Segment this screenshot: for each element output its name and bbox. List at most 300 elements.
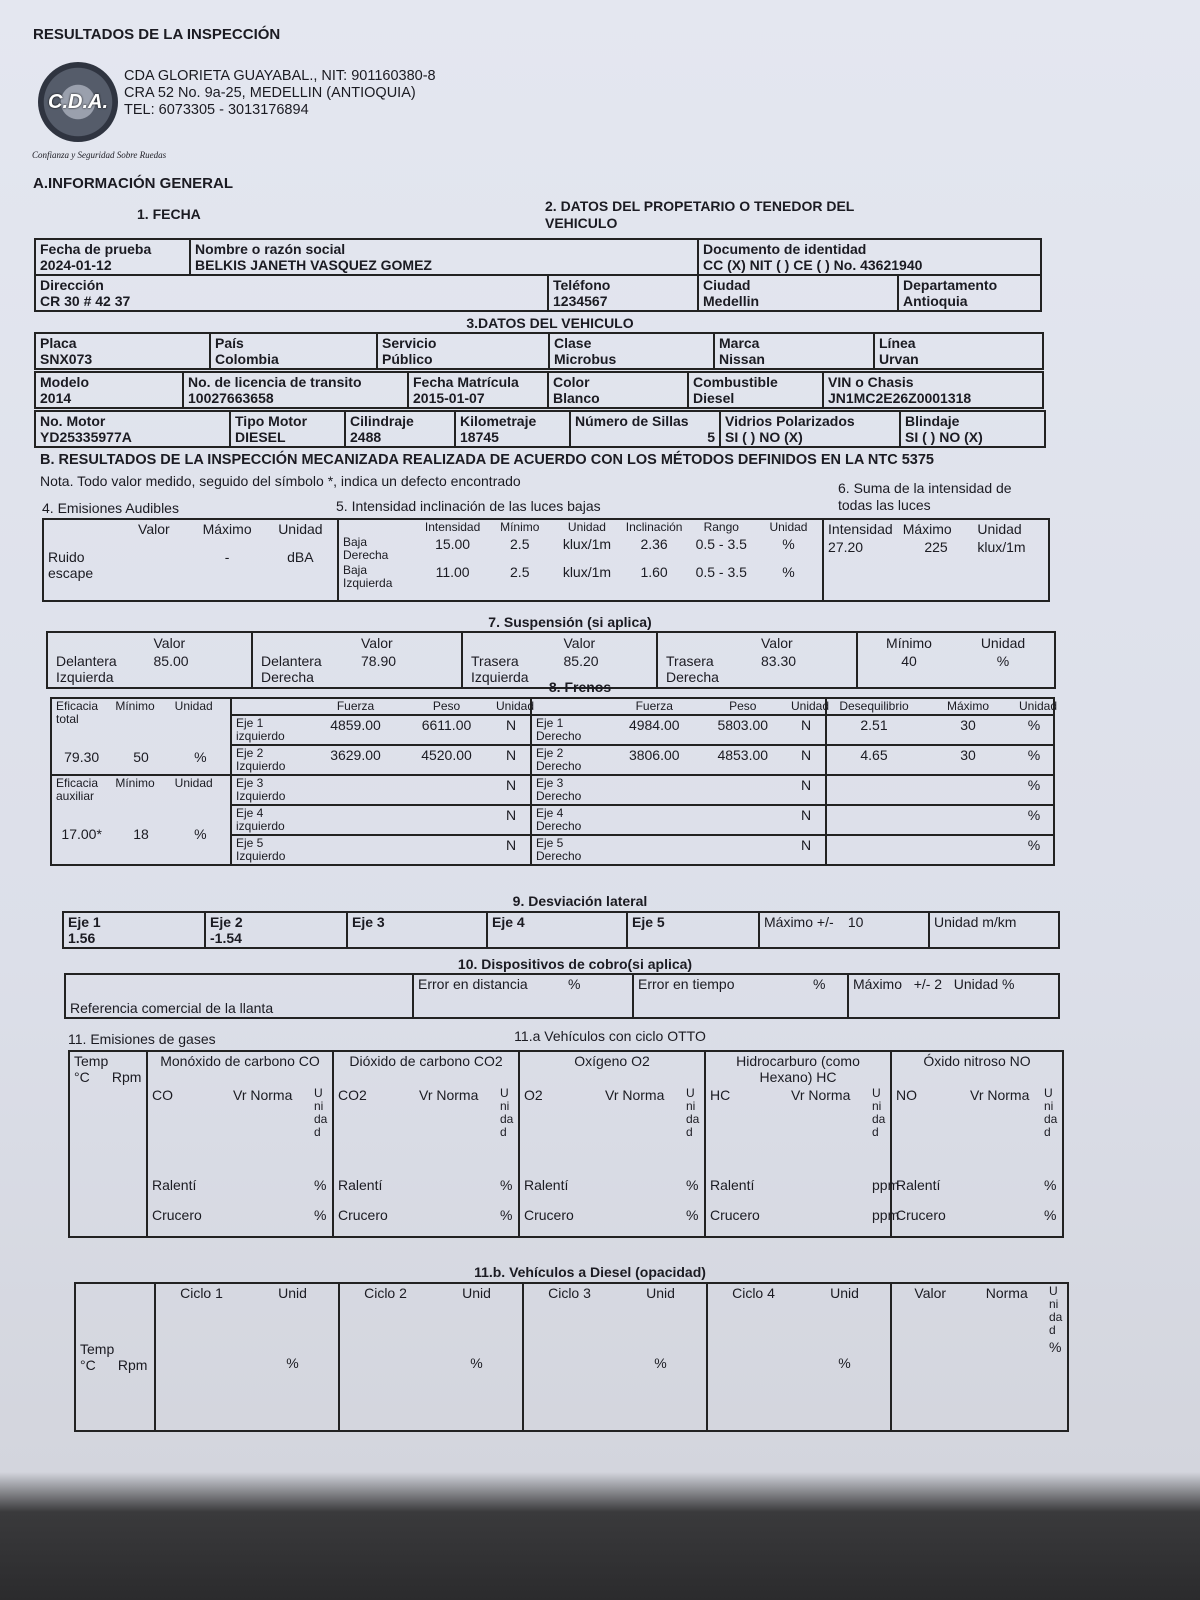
table-row [257,652,457,686]
table-row [52,634,247,652]
gas-group-o2: Oxígeno O2 [519,1051,705,1086]
form-block [232,806,530,834]
logo-slogan: Confianza y Seguridad Sobre Ruedas [32,150,167,160]
frenos-eficacia-total-min-label: Mínimo [115,699,155,713]
table-row [232,746,530,774]
table-cell [467,634,560,652]
form-block [35,333,1043,369]
form-block [232,716,530,744]
vehicle-row2-0-value: 2014 [40,390,72,406]
frenos-der-3-label: Eje 4 Derecho [536,806,582,833]
form-block [824,520,1048,556]
audibles-valor [117,548,190,600]
table-row [75,1283,1068,1431]
vehicle-row2-3-value: Blanco [553,390,600,406]
form-block [339,520,822,591]
table-cell [531,698,830,715]
table-row [532,699,825,714]
luces-headers-2: Unidad [567,520,606,534]
company-name: CDA GLORIETA GUAYABAL., NIT: 901160380-8 [124,68,436,84]
section-a-telefono-label: Teléfono [553,277,611,293]
table-cell [339,520,419,535]
form-block [75,1283,1068,1431]
frenos-der-1-unidad: N [800,747,812,763]
table-cell [231,745,531,775]
frenos-deseq-2-value [827,776,921,794]
table-cell [231,835,531,865]
table-row [892,1284,1067,1338]
frenos-headers-1: Peso [729,699,757,713]
frenos-deseq-headers-2: Unidad [1019,699,1058,713]
gases-groups-4-unit: % [1044,1177,1057,1193]
form-block [532,776,825,804]
form-block [520,1086,704,1236]
gas-group-hc: Hidrocarburo (como Hexano) HC [705,1051,891,1086]
owner-city: Medellin [703,293,760,309]
vehicle-row3-1-label: Tipo Motor [235,413,308,429]
form-block [44,520,337,600]
section-a-departamento-label: Departamento [903,277,998,293]
vehicle-row2-5-label: VIN o Chasis [828,374,914,390]
luces-rows-1-values-3: 1.60 [640,564,668,580]
form-block [52,776,230,843]
form-block [827,776,1053,794]
desviacion-ejes-1-label: Eje 2 [210,914,243,930]
desviacion-title: 9. Desviación lateral [512,893,648,909]
table-cell [548,372,688,408]
section-b-title: B. RESULTADOS DE LA INSPECCIÓN MECANIZADA REALIZADA DE ACUERDO CON LOS MÉTODOS DEFINIDOS EN LA NTC 5375 [40,452,934,468]
table-cell [333,1086,519,1237]
table-cell [44,520,117,548]
vehicle-row3 [34,410,1046,448]
vehicle-row3-0-label: No. Motor [40,413,106,429]
luces-rows-1-values-5: % [782,564,795,580]
form-block [532,776,825,804]
form-block [232,806,530,834]
frenos-deseq-0-max: 30 [960,717,976,733]
frenos-deseq-1-value: 4.65 [860,747,888,763]
suspension-minimo-label: Mínimo [886,635,932,651]
table-cell [408,372,548,408]
diesel-valor: Valor [914,1285,947,1301]
audibles-headers-1: Máximo [202,521,252,537]
company-address: CRA 52 No. 9a-25, MEDELLIN (ANTIOQUIA) [124,85,416,101]
table-cell [35,372,183,408]
gases-vr-norma: Vr Norma [791,1087,851,1103]
table-row [35,239,1041,275]
table-row [532,746,825,774]
table-cell [52,634,150,652]
form-block [232,746,530,774]
frenos-eficacia-aux-unit: % [194,826,207,842]
table-row [35,411,1045,447]
desviacion-ejes-1-value: -1.54 [210,930,242,946]
frenos-izq-0-peso: 6611.00 [421,717,472,733]
table-cell [232,699,310,714]
company-phone: TEL: 6073305 - 3013176894 [124,102,309,118]
vin: JN1MC2E26Z0001318 [828,390,972,406]
table-row [824,538,1048,556]
form-block [156,1284,338,1424]
gases-ralenti: Ralentí [710,1177,755,1193]
gases-groups-1-unit: % [500,1207,513,1223]
eficacia_total-value: 79.30 [64,749,100,765]
gas-group-co2: Dióxido de carbono CO2 [333,1051,519,1086]
table-cell [900,411,1045,447]
frenos-izq-2-peso [401,776,492,804]
frenos-izq-1-fuerza: 3629.00 [330,747,381,763]
table-cell [531,745,826,775]
suma-luces-heading: 6. Suma de la intensidad de todas las luces [838,480,1012,513]
cobro-error-distancia: Error en distancia [418,976,528,992]
table-cell [708,1354,799,1424]
table-row [44,520,337,548]
gases-vr-norma: Vr Norma [970,1087,1030,1103]
section-a-title: A.INFORMACIÓN GENERAL [33,175,233,192]
table-row [532,716,825,744]
gases-vr-norma: Vr Norma [605,1087,665,1103]
form-block [827,806,1053,824]
form-block [827,699,1058,714]
table-cell [966,1176,1040,1206]
form-block [44,520,337,600]
table-row [706,1086,890,1176]
table-cell [627,912,759,948]
table-cell [966,1206,1040,1236]
desviacion-unidad: Unidad m/km [929,912,1059,948]
table-cell [688,372,823,408]
gases-groups-1-unit-label: Unidad [500,1086,514,1139]
diesel-unid: Unid [830,1285,859,1301]
suspension-items-1-value: 78.90 [361,653,397,669]
ciclo-label: Ciclo 4 [732,1285,775,1301]
table-row [532,806,825,834]
form-block [662,634,852,686]
luces-rows-1-values-0: 11.00 [435,564,470,580]
frenos-izq-3-peso [401,806,492,834]
table-row [824,520,1048,538]
table-cell [190,239,698,275]
table-cell [892,1338,969,1356]
form-block [65,974,1059,1018]
eficacia_aux-value: 17.00* [61,826,102,842]
table-row [257,634,457,652]
form-block [827,776,1053,794]
table-cell [523,1283,707,1431]
table-cell [531,715,826,745]
frenos-izq-0-label: Eje 1 izquierdo [236,716,285,743]
table-row [862,634,1050,652]
test-date: 2024-01-12 [40,257,112,273]
audibles-unidad: dBA [287,548,314,565]
frenos-headers-0: Fuerza [635,699,673,713]
luz-baja-izquierda [339,563,822,591]
frenos-headers-0: Fuerza [336,699,375,713]
form-block [52,634,247,686]
form-block [532,746,825,774]
suspension-items-2-label: Trasera Izquierda [471,653,529,685]
cobro-llanta: Referencia comercial de la llanta [65,974,413,1018]
table-cell [891,1283,1068,1431]
frenos-der-2-unidad: N [800,777,812,793]
frenos-eficacia-total-min: 50 [133,749,149,765]
gases-ralenti: Ralentí [896,1177,941,1193]
table-row [44,548,337,600]
cobro-pct1: % [568,976,581,992]
frenos-izq-2-label: Eje 3 Izquierdo [236,776,286,803]
frenos-eficacia-aux-min-label: Mínimo [115,776,155,790]
table-cell [51,698,231,775]
vehicle-row1 [34,332,1044,370]
suspension-items-0-label: Delantera Izquierda [56,653,117,685]
table-row [662,634,852,652]
table-row [156,1354,338,1424]
table-row [43,519,1049,601]
vehicle-row2-3-label: Color [553,374,590,390]
luces-rows-0-values-3: 2.36 [640,536,668,552]
frenos-izq-0-unidad: N [505,717,517,733]
frenos-izq-3-label: Eje 4 izquierdo [236,806,285,833]
table-cell [787,1176,868,1206]
otto-title: 11.a Vehículos con ciclo OTTO [514,1028,706,1044]
luces-rows-1-values-4: 0.5 - 3.5 [695,564,747,580]
vehicle-row3-6-value: SI ( ) NO (X) [905,429,983,445]
frenos-deseq-3-unit: % [1027,807,1041,823]
gases-groups-1-unit: % [500,1177,513,1193]
table-row [156,1284,338,1354]
frenos-deseq-headers-1: Máximo [946,699,989,713]
gases-crucero: Crucero [152,1207,202,1223]
table-cell [231,805,531,835]
table-row [708,1284,890,1354]
luces-rows-1-values-1: 2.5 [510,564,530,580]
gases-groups-0-unit-label: Unidad [314,1086,328,1139]
frenos-deseq-4-max [921,836,1015,854]
luces-headers-4: Rango [703,520,739,534]
table-cell [826,805,1054,835]
table-cell [848,974,1059,1018]
vehicle-row1-3-label: Clase [554,335,592,351]
owner-table [34,238,1042,312]
owner-document: CC (X) NIT ( ) CE ( ) No. 43621940 [703,257,923,273]
table-cell [898,275,1041,311]
form-block [232,836,530,864]
table-cell [75,1283,155,1431]
table-cell [156,1354,247,1424]
table-cell [183,372,408,408]
form-block [532,716,825,744]
table-cell [35,333,210,369]
form-block [334,1086,518,1236]
form-block [52,699,230,766]
luces-rows-1-label: Baja Izquierda [343,563,393,590]
form-block [524,1284,706,1424]
frenos-izq-3-fuerza [310,806,401,834]
desviacion-table [62,911,1060,949]
form-block [827,746,1053,764]
form-block [232,699,535,714]
vehicle-row1-5-value: Urvan [879,351,919,367]
vehicle-row2-4-value: Diesel [693,390,735,406]
suma-luces-headers-0: Intensidad [828,521,893,537]
gases-vr-norma: Vr Norma [419,1087,479,1103]
luces-rows-0-values-0: 15.00 [435,536,471,552]
diesel-unid: Unid [278,1285,307,1301]
diesel-pct: % [470,1355,483,1371]
form-block [892,1086,1062,1236]
frenos-der-2-label: Eje 3 Derecho [536,776,582,803]
vehicle-row3-4-value: 5 [707,429,715,445]
frenos-title: 8. Frenos [548,679,612,695]
table-row [52,699,230,727]
table-row [340,1284,522,1354]
table-cell [35,275,548,311]
suspension-minimo: 40 [901,653,917,669]
form-block [827,699,1058,714]
gas-group-no: Óxido nitroso NO [891,1051,1063,1086]
table-row [148,1206,332,1236]
section-a-documento-label: Documento de identidad [703,241,867,257]
owner-department: Antioquia [903,293,968,309]
table-cell [787,1206,868,1236]
diesel-table [74,1282,1069,1432]
table-cell [455,411,570,447]
table-cell [35,239,190,275]
form-block [69,1051,1063,1237]
luces-rows-0-values-4: 0.5 - 3.5 [695,536,747,552]
vehicle-row1-0-label: Placa [40,335,77,351]
owner-phone: 1234567 [553,293,608,309]
gases-ralenti: Ralentí [152,1177,197,1193]
table-cell [531,835,826,865]
vehicle-row3-3-label: Kilometraje [460,413,537,429]
table-cell [231,775,531,805]
form-block [148,1086,332,1236]
frenos-eficacia-total-unit: % [194,749,207,765]
table-cell [662,634,757,652]
form-block [706,1086,900,1236]
table-cell [823,372,1043,408]
suspension-items-1-valor-label: Valor [361,635,393,651]
table-row [232,806,530,834]
table-row [827,776,1053,794]
form-block [63,912,1059,948]
gases-crucero: Crucero [896,1207,946,1223]
table-row [232,776,530,804]
table-cell [415,1206,496,1236]
gases-rpm: Rpm [111,1069,142,1085]
owner-name: BELKIS JANETH VASQUEZ GOMEZ [195,257,432,273]
frenos-deseq-headers-0: Desequilibrio [839,699,909,713]
suspension-items-0-valor-label: Valor [153,635,186,651]
form-block [340,1284,522,1424]
form-block [232,746,530,774]
cobro-table [64,973,1060,1019]
form-block [232,776,530,804]
table-cell [707,1283,891,1431]
frenos-der-4-unidad: N [800,837,812,853]
form-block [662,634,852,686]
vehicle-row3-6-label: Blindaje [905,413,960,429]
suma-luces-headers-1: Máximo [902,521,952,537]
suspension-unidad-label: Unidad [980,635,1026,651]
suma-luces-headers-2: Unidad [977,521,1022,537]
table-cell [549,333,714,369]
frenos-izq-2-fuerza [310,776,401,804]
vehicle-row1-4-value: Nissan [719,351,765,367]
freno-eje-row [51,775,1054,805]
luces-rows-0-values-5: % [782,536,795,552]
form-block [232,776,530,804]
form-block [532,699,830,714]
table-row [52,727,230,766]
frenos-headers-2: Unidad [791,699,830,713]
table-cell [338,519,823,601]
table-cell [531,775,826,805]
table-row [662,652,852,686]
frenos-deseq-0-value: 2.51 [860,717,888,733]
luz-baja-derecha [339,535,822,563]
suma-intensidad: 27.20 [828,539,864,555]
gases-crucero: Crucero [710,1207,760,1223]
table-cell [698,275,898,311]
table-row [52,652,247,686]
otto-table [68,1050,1064,1238]
frenos-der-0-label: Eje 1 Derecho [536,716,582,743]
vehicle-row3-1-value: DIESEL [235,429,286,445]
table-cell [229,1176,310,1206]
suspension-unidad: % [996,653,1010,669]
form-block [708,1284,890,1424]
section-a-ciudad-label: Ciudad [703,277,751,293]
frenos-der-0-unidad: N [800,717,812,733]
gases-groups-2-unit: % [686,1207,699,1223]
form-block [827,836,1053,854]
suma-luces-values-1: 225 [924,539,948,555]
frenos-der-2-peso [699,776,788,804]
diesel-unid: Unid [646,1285,675,1301]
frenos-deseq-2-unit: % [1027,777,1041,793]
section-a-direccion-label: Dirección [40,277,104,293]
form-block [232,699,535,714]
vehicle-row1-5-label: Línea [879,335,916,351]
table-row [69,1051,1063,1086]
table-row [52,776,230,804]
gases-crucero: Crucero [524,1207,574,1223]
table-row [524,1284,706,1354]
table-cell [210,333,377,369]
table-cell [339,1283,523,1431]
table-cell [340,1354,431,1424]
table-row [63,912,1059,948]
table-cell [720,411,900,447]
gases-groups-3-unit: ppm [872,1207,900,1223]
table-row [334,1086,518,1176]
vehicle-row3-3-value: 18745 [460,429,499,445]
diesel-temp: Temp °C [80,1341,115,1373]
suspension-items-1-label: Delantera Derecha [261,653,322,685]
gas-group-co: Monóxido de carbono CO [147,1051,333,1086]
frenos-der-1-label: Eje 2 Derecho [536,746,582,773]
suspension-items-3-value: 83.30 [761,653,797,669]
table-cell [63,912,205,948]
plate: SNX073 [40,351,93,367]
frenos-izq-1-unidad: N [505,747,517,763]
table-cell [257,634,357,652]
table-row [35,275,1041,311]
desviacion-ejes-0-label: Eje 1 [68,914,101,930]
luces-rows-0-values-1: 2.5 [510,536,530,552]
